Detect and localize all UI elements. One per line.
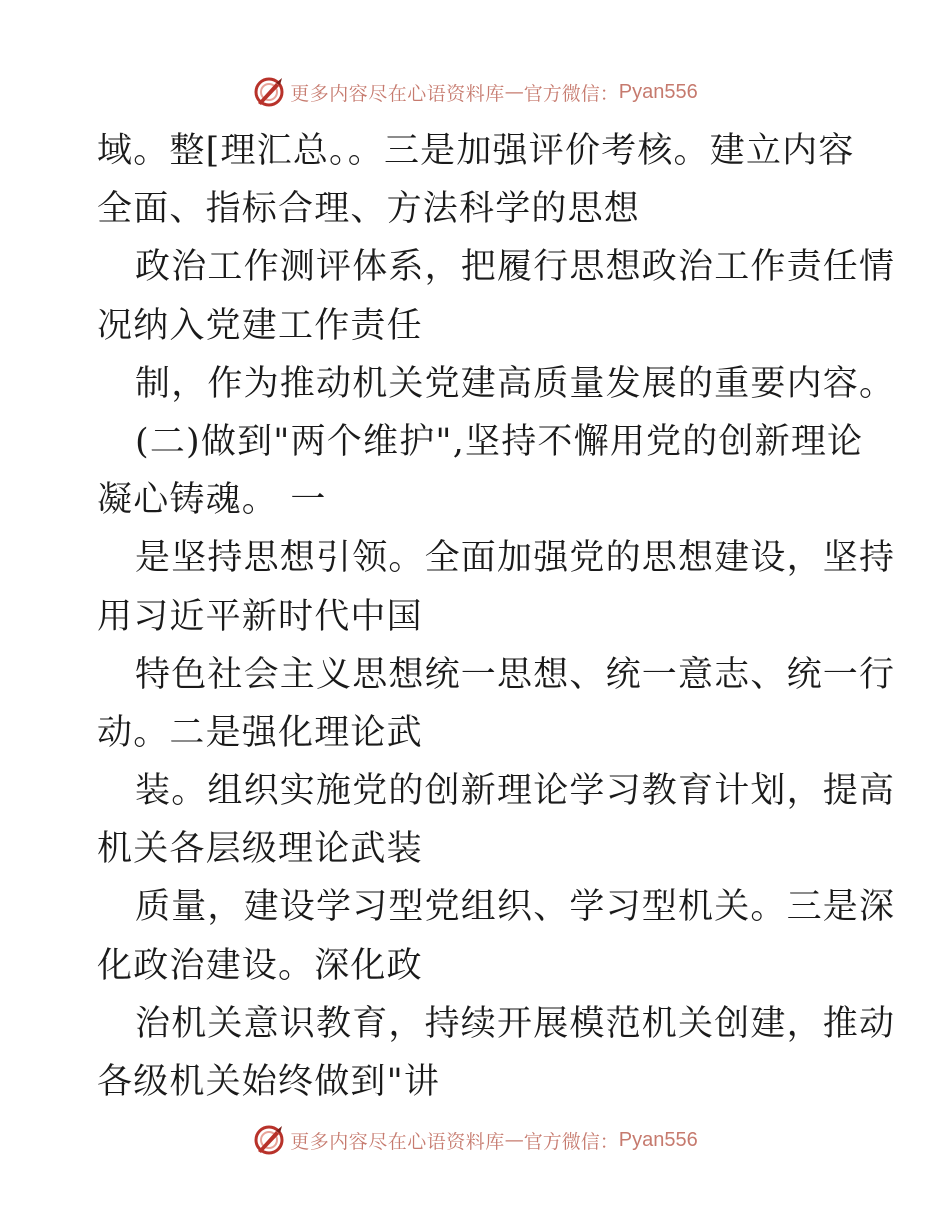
body-line: 况纳入党建工作责任	[97, 305, 423, 346]
body-line: 动。二是强化理论武	[97, 712, 423, 753]
body-line: 化政治建设。深化政	[97, 945, 423, 986]
banner-wechat-id: Pyan556	[618, 80, 698, 103]
banner-separator: —	[504, 1129, 524, 1151]
body-line: 机关各层级理论武装	[97, 829, 423, 870]
body-line: 是坚持思想引领。全面加强党的思想建设，坚持	[135, 538, 896, 579]
body-line: 装。组织实施党的创新理论学习教育计划，提高	[135, 771, 896, 812]
body-line: 治机关意识教育，持续开展模范机关创建，推动	[135, 1003, 896, 1044]
body-line: 政治工作测评体系，把履行思想政治工作责任情	[135, 247, 896, 288]
quill-logo-icon	[252, 1123, 286, 1157]
header-watermark-banner	[0, 72, 950, 112]
banner-separator: —	[504, 81, 524, 103]
body-line: 各级机关始终做到"讲	[97, 1062, 441, 1102]
body-line: 全面、指标合理、方法科学的思想	[97, 189, 641, 230]
body-line: 用习近平新时代中国	[97, 596, 423, 637]
section-heading-line: (二)做到"两个维护",坚持不懈用党的创新理论	[135, 421, 864, 462]
banner-wechat-label: 官方微信：	[523, 1130, 619, 1153]
body-line: 特色社会主义思想统一思想、统一意志、统一行	[135, 654, 896, 695]
body-line: 制，作为推动机关党建高质量发展的重要内容。	[135, 363, 896, 404]
quill-logo-icon	[252, 75, 286, 109]
banner-wechat-id: Pyan556	[618, 1128, 698, 1151]
footer-watermark-banner	[0, 1120, 950, 1160]
banner-main-text: 更多内容尽在心语资料库	[290, 82, 505, 105]
banner-wechat-label: 官方微信：	[523, 82, 619, 105]
body-line: 凝心铸魂。 一	[97, 480, 327, 521]
body-line: 域。整[理汇总。。三是加强评价考核。建立内容	[97, 131, 855, 171]
document-body	[97, 122, 896, 1111]
banner-main-text: 更多内容尽在心语资料库	[290, 1130, 505, 1153]
body-line: 质量，建设学习型党组织、学习型机关。三是深	[135, 887, 896, 928]
